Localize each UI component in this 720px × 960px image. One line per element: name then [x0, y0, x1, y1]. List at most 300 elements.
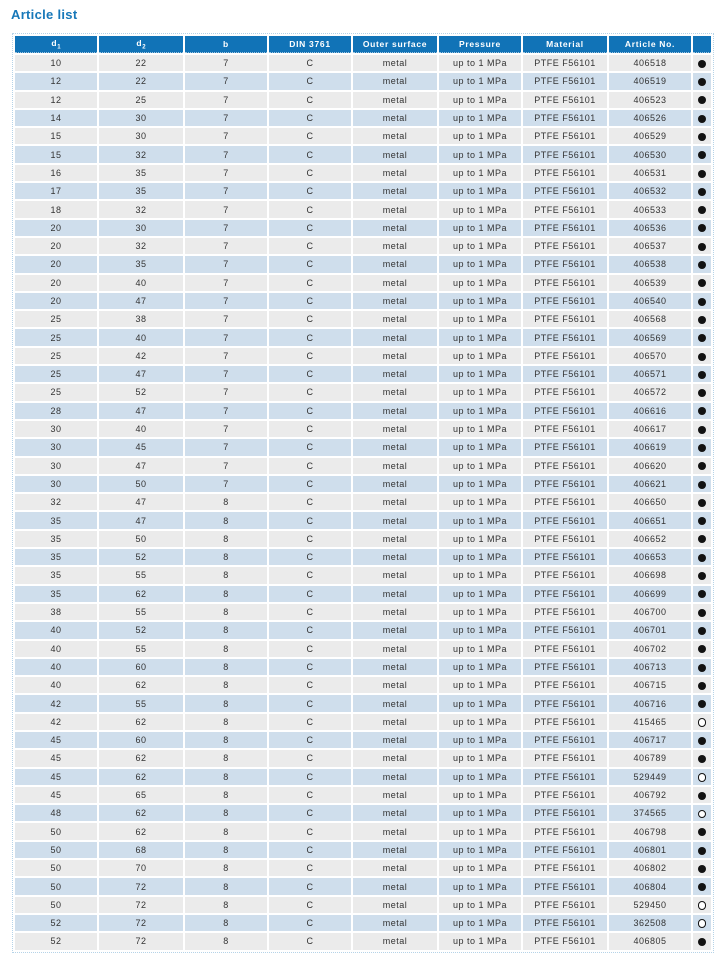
cell-b: 8	[185, 933, 267, 949]
cell-din-3761: C	[269, 348, 351, 364]
table-row	[15, 329, 711, 345]
table-row	[15, 567, 711, 583]
cell-d1: 42	[15, 695, 97, 711]
cell-pressure: up to 1 MPa	[439, 549, 521, 565]
cell-din-3761: C	[269, 275, 351, 291]
table-header	[15, 36, 711, 53]
cell-availability	[693, 92, 711, 108]
cell-outer-surface: metal	[353, 110, 437, 126]
marker-filled-circle-icon	[698, 78, 706, 86]
cell-outer-surface: metal	[353, 823, 437, 839]
cell-material: PTFE F56101	[523, 238, 607, 254]
cell-outer-surface: metal	[353, 439, 437, 455]
cell-material: PTFE F56101	[523, 842, 607, 858]
cell-d1: 50	[15, 878, 97, 894]
cell-b: 7	[185, 256, 267, 272]
cell-availability	[693, 73, 711, 89]
cell-b: 8	[185, 622, 267, 638]
cell-d1: 25	[15, 348, 97, 364]
cell-b: 7	[185, 293, 267, 309]
cell-b: 7	[185, 458, 267, 474]
cell-availability	[693, 677, 711, 693]
cell-din-3761: C	[269, 531, 351, 547]
cell-pressure: up to 1 MPa	[439, 293, 521, 309]
cell-pressure: up to 1 MPa	[439, 567, 521, 583]
cell-article-no: 406653	[609, 549, 691, 565]
cell-din-3761: C	[269, 897, 351, 913]
cell-article-no: 406539	[609, 275, 691, 291]
table-row	[15, 549, 711, 565]
cell-b: 7	[185, 329, 267, 345]
table-row	[15, 512, 711, 528]
cell-availability	[693, 458, 711, 474]
cell-outer-surface: metal	[353, 73, 437, 89]
cell-d1: 32	[15, 494, 97, 510]
cell-din-3761: C	[269, 238, 351, 254]
cell-material: PTFE F56101	[523, 641, 607, 657]
table-row	[15, 677, 711, 693]
cell-b: 8	[185, 567, 267, 583]
column-header-d1: $d_1$	[15, 36, 97, 53]
cell-outer-surface: metal	[353, 750, 437, 766]
cell-availability	[693, 275, 711, 291]
table-row	[15, 695, 711, 711]
cell-material: PTFE F56101	[523, 329, 607, 345]
marker-filled-circle-icon	[698, 700, 706, 708]
marker-filled-circle-icon	[698, 407, 706, 415]
cell-pressure: up to 1 MPa	[439, 512, 521, 528]
marker-filled-circle-icon	[698, 828, 706, 836]
marker-open-circle-icon	[698, 919, 707, 928]
cell-outer-surface: metal	[353, 567, 437, 583]
cell-outer-surface: metal	[353, 659, 437, 675]
cell-din-3761: C	[269, 366, 351, 382]
cell-d1: 12	[15, 73, 97, 89]
cell-d1: 12	[15, 92, 97, 108]
cell-d1: 45	[15, 732, 97, 748]
cell-outer-surface: metal	[353, 714, 437, 730]
cell-din-3761: C	[269, 403, 351, 419]
cell-d2: 22	[99, 55, 183, 71]
marker-filled-circle-icon	[698, 389, 706, 397]
cell-b: 8	[185, 860, 267, 876]
cell-article-no: 406652	[609, 531, 691, 547]
cell-d2: 50	[99, 531, 183, 547]
cell-pressure: up to 1 MPa	[439, 275, 521, 291]
cell-d1: 35	[15, 567, 97, 583]
cell-article-no: 406532	[609, 183, 691, 199]
cell-d1: 42	[15, 714, 97, 730]
cell-d2: 72	[99, 933, 183, 949]
cell-b: 8	[185, 512, 267, 528]
table-row	[15, 311, 711, 327]
cell-b: 7	[185, 92, 267, 108]
cell-outer-surface: metal	[353, 549, 437, 565]
column-header-b: b	[185, 36, 267, 53]
cell-article-no: 374565	[609, 805, 691, 821]
table-row	[15, 659, 711, 675]
cell-article-no: 406540	[609, 293, 691, 309]
cell-pressure: up to 1 MPa	[439, 146, 521, 162]
cell-b: 8	[185, 823, 267, 839]
cell-pressure: up to 1 MPa	[439, 897, 521, 913]
cell-d1: 18	[15, 201, 97, 217]
table-row	[15, 293, 711, 309]
cell-availability	[693, 622, 711, 638]
table-row	[15, 769, 711, 785]
cell-availability	[693, 128, 711, 144]
marker-filled-circle-icon	[698, 133, 706, 141]
cell-din-3761: C	[269, 329, 351, 345]
cell-outer-surface: metal	[353, 403, 437, 419]
cell-din-3761: C	[269, 750, 351, 766]
marker-open-circle-icon	[698, 810, 707, 819]
table-row	[15, 256, 711, 272]
cell-article-no: 406801	[609, 842, 691, 858]
cell-din-3761: C	[269, 842, 351, 858]
table-row	[15, 238, 711, 254]
table-row	[15, 110, 711, 126]
cell-pressure: up to 1 MPa	[439, 732, 521, 748]
table-row	[15, 458, 711, 474]
cell-din-3761: C	[269, 695, 351, 711]
cell-pressure: up to 1 MPa	[439, 604, 521, 620]
table-row	[15, 421, 711, 437]
cell-outer-surface: metal	[353, 92, 437, 108]
marker-filled-circle-icon	[698, 499, 706, 507]
cell-material: PTFE F56101	[523, 165, 607, 181]
cell-pressure: up to 1 MPa	[439, 55, 521, 71]
cell-material: PTFE F56101	[523, 915, 607, 931]
table-row	[15, 787, 711, 803]
table-row	[15, 878, 711, 894]
cell-din-3761: C	[269, 823, 351, 839]
table-row	[15, 842, 711, 858]
cell-material: PTFE F56101	[523, 622, 607, 638]
cell-availability	[693, 933, 711, 949]
marker-filled-circle-icon	[698, 664, 706, 672]
cell-d1: 25	[15, 329, 97, 345]
cell-article-no: 406537	[609, 238, 691, 254]
cell-b: 8	[185, 750, 267, 766]
cell-b: 7	[185, 55, 267, 71]
marker-filled-circle-icon	[698, 792, 706, 800]
cell-b: 7	[185, 439, 267, 455]
cell-d2: 68	[99, 842, 183, 858]
cell-b: 7	[185, 165, 267, 181]
cell-d1: 50	[15, 823, 97, 839]
cell-d1: 30	[15, 476, 97, 492]
cell-material: PTFE F56101	[523, 73, 607, 89]
cell-outer-surface: metal	[353, 586, 437, 602]
marker-filled-circle-icon	[698, 353, 706, 361]
cell-d2: 62	[99, 677, 183, 693]
cell-pressure: up to 1 MPa	[439, 421, 521, 437]
cell-article-no: 362508	[609, 915, 691, 931]
cell-outer-surface: metal	[353, 915, 437, 931]
marker-filled-circle-icon	[698, 224, 706, 232]
cell-b: 7	[185, 220, 267, 236]
cell-din-3761: C	[269, 293, 351, 309]
cell-d1: 52	[15, 915, 97, 931]
cell-article-no: 406802	[609, 860, 691, 876]
cell-material: PTFE F56101	[523, 92, 607, 108]
cell-availability	[693, 201, 711, 217]
cell-material: PTFE F56101	[523, 604, 607, 620]
cell-din-3761: C	[269, 458, 351, 474]
marker-filled-circle-icon	[698, 60, 706, 68]
cell-d1: 45	[15, 750, 97, 766]
cell-b: 7	[185, 384, 267, 400]
cell-availability	[693, 329, 711, 345]
cell-b: 8	[185, 641, 267, 657]
cell-b: 8	[185, 805, 267, 821]
cell-outer-surface: metal	[353, 860, 437, 876]
cell-article-no: 406798	[609, 823, 691, 839]
cell-material: PTFE F56101	[523, 769, 607, 785]
cell-material: PTFE F56101	[523, 860, 607, 876]
cell-outer-surface: metal	[353, 201, 437, 217]
cell-material: PTFE F56101	[523, 458, 607, 474]
cell-din-3761: C	[269, 256, 351, 272]
cell-d2: 32	[99, 146, 183, 162]
cell-d2: 32	[99, 201, 183, 217]
cell-d2: 40	[99, 421, 183, 437]
cell-b: 8	[185, 659, 267, 675]
cell-din-3761: C	[269, 769, 351, 785]
column-header-pressure: Pressure	[439, 36, 521, 53]
table-row	[15, 403, 711, 419]
cell-d1: 14	[15, 110, 97, 126]
cell-availability	[693, 238, 711, 254]
cell-material: PTFE F56101	[523, 695, 607, 711]
cell-pressure: up to 1 MPa	[439, 220, 521, 236]
cell-b: 7	[185, 476, 267, 492]
cell-availability	[693, 366, 711, 382]
cell-b: 8	[185, 878, 267, 894]
cell-din-3761: C	[269, 933, 351, 949]
cell-d2: 35	[99, 165, 183, 181]
cell-b: 7	[185, 201, 267, 217]
cell-material: PTFE F56101	[523, 366, 607, 382]
cell-availability	[693, 293, 711, 309]
cell-material: PTFE F56101	[523, 714, 607, 730]
marker-filled-circle-icon	[698, 645, 706, 653]
cell-outer-surface: metal	[353, 165, 437, 181]
cell-b: 8	[185, 586, 267, 602]
cell-availability	[693, 604, 711, 620]
cell-outer-surface: metal	[353, 220, 437, 236]
cell-d1: 30	[15, 421, 97, 437]
cell-article-no: 406616	[609, 403, 691, 419]
cell-outer-surface: metal	[353, 531, 437, 547]
cell-availability	[693, 714, 711, 730]
cell-article-no: 406700	[609, 604, 691, 620]
cell-outer-surface: metal	[353, 384, 437, 400]
cell-availability	[693, 311, 711, 327]
cell-b: 7	[185, 146, 267, 162]
cell-pressure: up to 1 MPa	[439, 622, 521, 638]
cell-outer-surface: metal	[353, 695, 437, 711]
cell-d1: 28	[15, 403, 97, 419]
cell-din-3761: C	[269, 732, 351, 748]
cell-article-no: 406789	[609, 750, 691, 766]
cell-pressure: up to 1 MPa	[439, 128, 521, 144]
cell-pressure: up to 1 MPa	[439, 769, 521, 785]
cell-pressure: up to 1 MPa	[439, 659, 521, 675]
cell-b: 8	[185, 732, 267, 748]
cell-d2: 47	[99, 403, 183, 419]
table-row	[15, 641, 711, 657]
cell-outer-surface: metal	[353, 494, 437, 510]
cell-pressure: up to 1 MPa	[439, 750, 521, 766]
cell-outer-surface: metal	[353, 128, 437, 144]
cell-b: 8	[185, 915, 267, 931]
cell-d1: 15	[15, 146, 97, 162]
cell-material: PTFE F56101	[523, 439, 607, 455]
cell-outer-surface: metal	[353, 805, 437, 821]
cell-din-3761: C	[269, 622, 351, 638]
cell-material: PTFE F56101	[523, 201, 607, 217]
cell-b: 8	[185, 897, 267, 913]
cell-d2: 30	[99, 110, 183, 126]
cell-d2: 65	[99, 787, 183, 803]
cell-d2: 52	[99, 549, 183, 565]
marker-filled-circle-icon	[698, 151, 706, 159]
cell-availability	[693, 860, 711, 876]
cell-material: PTFE F56101	[523, 567, 607, 583]
cell-material: PTFE F56101	[523, 732, 607, 748]
cell-b: 7	[185, 366, 267, 382]
cell-article-no: 406804	[609, 878, 691, 894]
cell-din-3761: C	[269, 220, 351, 236]
cell-article-no: 406571	[609, 366, 691, 382]
cell-article-no: 406619	[609, 439, 691, 455]
cell-d2: 35	[99, 256, 183, 272]
marker-filled-circle-icon	[698, 609, 706, 617]
cell-availability	[693, 55, 711, 71]
table-row	[15, 531, 711, 547]
cell-din-3761: C	[269, 146, 351, 162]
cell-din-3761: C	[269, 165, 351, 181]
cell-b: 8	[185, 604, 267, 620]
cell-din-3761: C	[269, 439, 351, 455]
cell-d2: 62	[99, 586, 183, 602]
cell-pressure: up to 1 MPa	[439, 201, 521, 217]
marker-filled-circle-icon	[698, 115, 706, 123]
table-row	[15, 384, 711, 400]
cell-availability	[693, 878, 711, 894]
marker-filled-circle-icon	[698, 279, 706, 287]
cell-pressure: up to 1 MPa	[439, 183, 521, 199]
marker-filled-circle-icon	[698, 371, 706, 379]
marker-filled-circle-icon	[698, 444, 706, 452]
cell-material: PTFE F56101	[523, 531, 607, 547]
cell-din-3761: C	[269, 805, 351, 821]
cell-b: 7	[185, 73, 267, 89]
cell-availability	[693, 659, 711, 675]
cell-material: PTFE F56101	[523, 476, 607, 492]
cell-pressure: up to 1 MPa	[439, 92, 521, 108]
cell-material: PTFE F56101	[523, 348, 607, 364]
cell-outer-surface: metal	[353, 329, 437, 345]
cell-b: 7	[185, 421, 267, 437]
page-title: Article list	[11, 7, 78, 22]
cell-availability	[693, 787, 711, 803]
cell-d1: 30	[15, 439, 97, 455]
cell-availability	[693, 842, 711, 858]
column-header-article-no: Article No.	[609, 36, 691, 53]
cell-outer-surface: metal	[353, 293, 437, 309]
cell-availability	[693, 421, 711, 437]
table-body	[15, 55, 711, 950]
table-row	[15, 348, 711, 364]
table-row	[15, 897, 711, 913]
column-header-d2: $d_2$	[99, 36, 183, 53]
table-row	[15, 55, 711, 71]
cell-d2: 32	[99, 238, 183, 254]
marker-filled-circle-icon	[698, 426, 706, 434]
cell-material: PTFE F56101	[523, 677, 607, 693]
table-row	[15, 750, 711, 766]
cell-availability	[693, 732, 711, 748]
marker-filled-circle-icon	[698, 755, 706, 763]
cell-outer-surface: metal	[353, 732, 437, 748]
table-row	[15, 860, 711, 876]
cell-article-no: 406523	[609, 92, 691, 108]
table-row	[15, 220, 711, 236]
cell-availability	[693, 769, 711, 785]
cell-availability	[693, 805, 711, 821]
cell-d1: 25	[15, 366, 97, 382]
cell-din-3761: C	[269, 311, 351, 327]
cell-d2: 55	[99, 604, 183, 620]
cell-d2: 50	[99, 476, 183, 492]
cell-pressure: up to 1 MPa	[439, 329, 521, 345]
table-row	[15, 165, 711, 181]
cell-outer-surface: metal	[353, 512, 437, 528]
cell-material: PTFE F56101	[523, 220, 607, 236]
cell-din-3761: C	[269, 714, 351, 730]
cell-d2: 60	[99, 732, 183, 748]
cell-d1: 35	[15, 512, 97, 528]
cell-din-3761: C	[269, 512, 351, 528]
cell-material: PTFE F56101	[523, 293, 607, 309]
cell-pressure: up to 1 MPa	[439, 384, 521, 400]
cell-material: PTFE F56101	[523, 403, 607, 419]
cell-availability	[693, 439, 711, 455]
cell-pressure: up to 1 MPa	[439, 494, 521, 510]
cell-d1: 40	[15, 641, 97, 657]
cell-din-3761: C	[269, 567, 351, 583]
cell-material: PTFE F56101	[523, 421, 607, 437]
cell-din-3761: C	[269, 201, 351, 217]
table-row	[15, 183, 711, 199]
cell-availability	[693, 641, 711, 657]
cell-pressure: up to 1 MPa	[439, 915, 521, 931]
cell-pressure: up to 1 MPa	[439, 787, 521, 803]
table-row	[15, 73, 711, 89]
cell-availability	[693, 531, 711, 547]
cell-pressure: up to 1 MPa	[439, 823, 521, 839]
cell-d1: 16	[15, 165, 97, 181]
cell-availability	[693, 897, 711, 913]
marker-filled-circle-icon	[698, 170, 706, 178]
cell-d1: 45	[15, 769, 97, 785]
cell-pressure: up to 1 MPa	[439, 842, 521, 858]
cell-pressure: up to 1 MPa	[439, 73, 521, 89]
cell-availability	[693, 549, 711, 565]
